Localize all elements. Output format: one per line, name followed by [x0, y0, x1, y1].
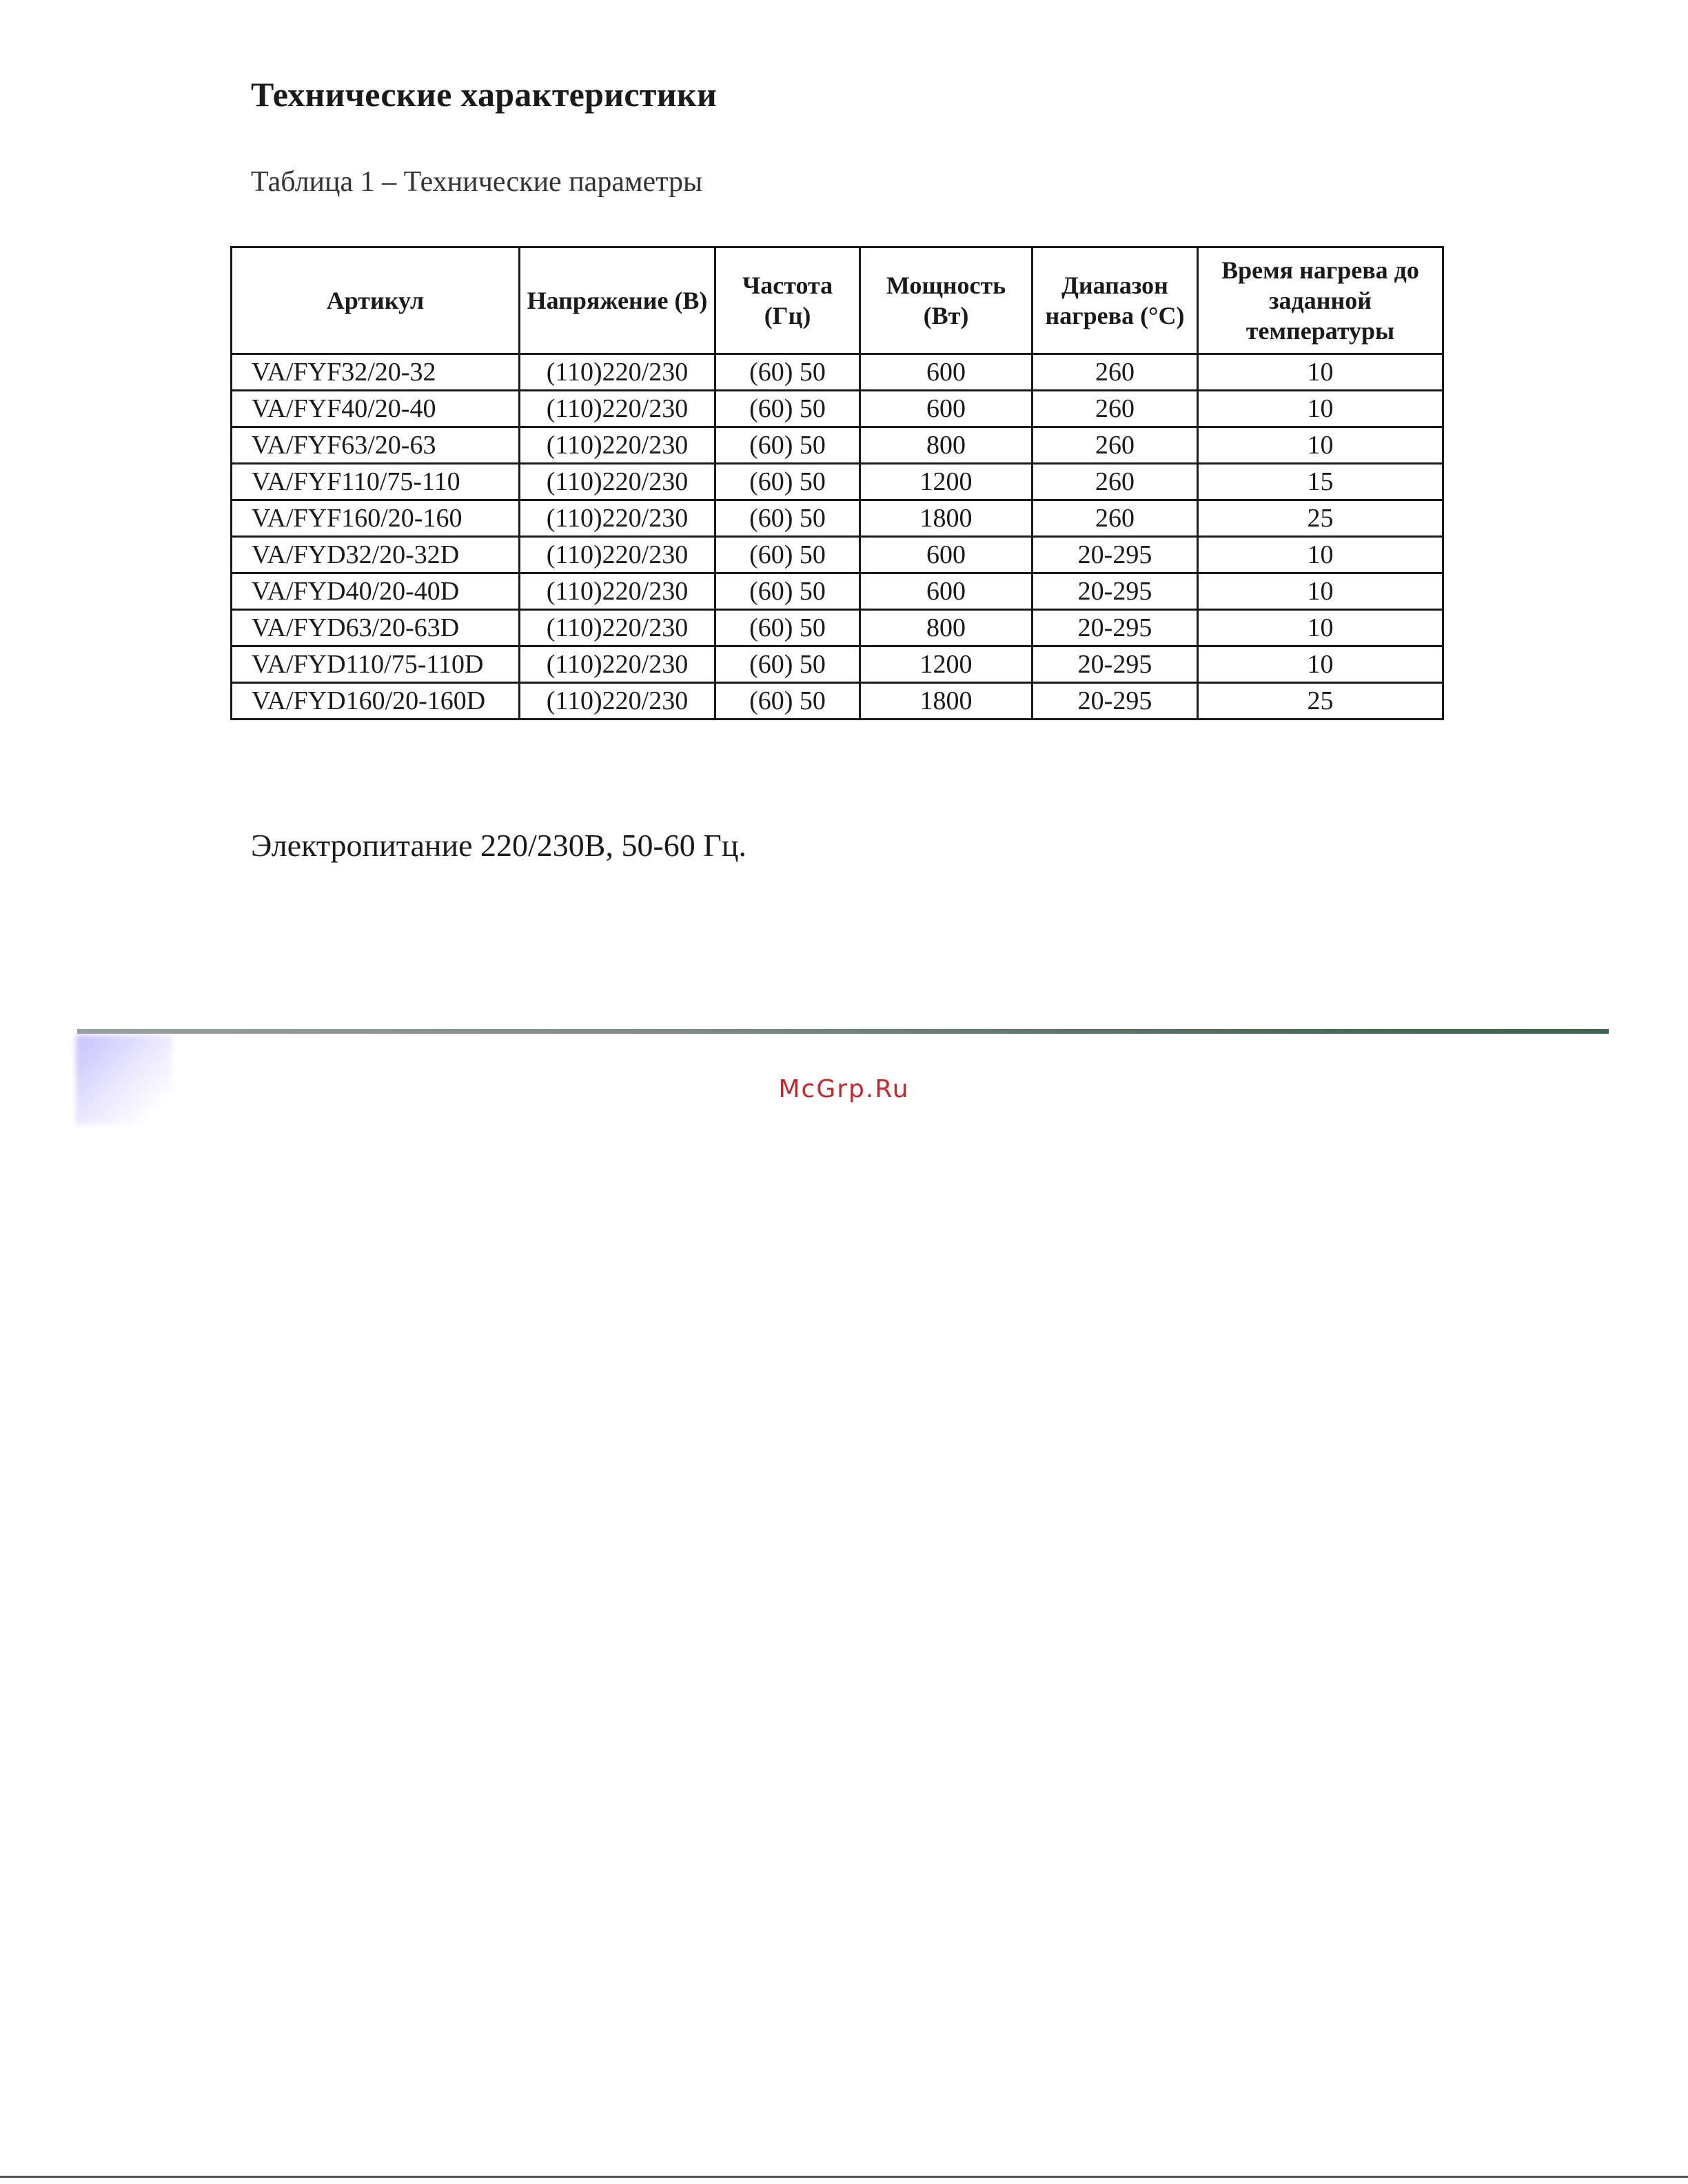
cell-frequency: (60) 50 [715, 683, 860, 720]
cell-time: 10 [1198, 354, 1443, 391]
cell-frequency: (60) 50 [715, 610, 860, 646]
cell-frequency: (60) 50 [715, 354, 860, 391]
cell-frequency: (60) 50 [715, 646, 860, 683]
table-row [232, 610, 1443, 646]
cell-time: 10 [1198, 427, 1443, 464]
table-row [232, 646, 1443, 683]
cell-voltage: (110)220/230 [520, 427, 715, 464]
table-row [232, 537, 1443, 573]
cell-article: VA/FYD40/20-40D [232, 573, 520, 610]
header-voltage: Напряжение (В) [520, 247, 715, 354]
cell-frequency: (60) 50 [715, 391, 860, 427]
cell-time: 10 [1198, 646, 1443, 683]
spec-table [230, 246, 1444, 720]
cell-time: 25 [1198, 683, 1443, 720]
cell-voltage: (110)220/230 [520, 646, 715, 683]
page-bottom-edge [0, 2176, 1688, 2178]
table-row [232, 464, 1443, 500]
cell-time: 10 [1198, 537, 1443, 573]
cell-time: 15 [1198, 464, 1443, 500]
cell-article: VA/FYD32/20-32D [232, 537, 520, 573]
table-row [232, 500, 1443, 537]
cell-time: 10 [1198, 610, 1443, 646]
cell-article: VA/FYF63/20-63 [232, 427, 520, 464]
cell-voltage: (110)220/230 [520, 391, 715, 427]
cell-voltage: (110)220/230 [520, 683, 715, 720]
header-power: Мощность (Вт) [860, 247, 1033, 354]
cell-time: 10 [1198, 573, 1443, 610]
cell-frequency: (60) 50 [715, 427, 860, 464]
cell-power: 600 [860, 573, 1033, 610]
header-range: Диапазон нагрева (°С) [1033, 247, 1198, 354]
table-caption: Таблица 1 – Технические параметры [251, 166, 703, 198]
cell-voltage: (110)220/230 [520, 573, 715, 610]
cell-time: 25 [1198, 500, 1443, 537]
cell-range: 260 [1033, 427, 1198, 464]
cell-power: 1200 [860, 646, 1033, 683]
header-article: Артикул [232, 247, 520, 354]
cell-frequency: (60) 50 [715, 573, 860, 610]
cell-power: 1800 [860, 500, 1033, 537]
cell-range: 20-295 [1033, 683, 1198, 720]
cell-range: 260 [1033, 391, 1198, 427]
table-row [232, 683, 1443, 720]
watermark: McGrp.Ru [778, 1075, 910, 1103]
cell-power: 1200 [860, 464, 1033, 500]
cell-frequency: (60) 50 [715, 500, 860, 537]
cell-power: 1800 [860, 683, 1033, 720]
cell-article: VA/FYD160/20-160D [232, 683, 520, 720]
table-header-row [232, 247, 1443, 354]
cell-article: VA/FYF160/20-160 [232, 500, 520, 537]
cell-voltage: (110)220/230 [520, 610, 715, 646]
cell-article: VA/FYF110/75-110 [232, 464, 520, 500]
footer-rule [77, 1029, 1609, 1034]
cell-power: 600 [860, 391, 1033, 427]
cell-article: VA/FYD63/20-63D [232, 610, 520, 646]
power-supply-note: Электропитание 220/230В, 50-60 Гц. [251, 828, 746, 863]
cell-frequency: (60) 50 [715, 537, 860, 573]
cell-range: 260 [1033, 464, 1198, 500]
table-row [232, 573, 1443, 610]
cell-range: 20-295 [1033, 646, 1198, 683]
cell-power: 800 [860, 427, 1033, 464]
cell-range: 20-295 [1033, 537, 1198, 573]
header-frequency: Частота (Гц) [715, 247, 860, 354]
table-row [232, 391, 1443, 427]
table-row [232, 427, 1443, 464]
cell-voltage: (110)220/230 [520, 354, 715, 391]
spec-table-body [232, 354, 1443, 720]
cell-power: 600 [860, 537, 1033, 573]
cell-range: 20-295 [1033, 573, 1198, 610]
cell-power: 800 [860, 610, 1033, 646]
cell-voltage: (110)220/230 [520, 500, 715, 537]
table-row [232, 354, 1443, 391]
cell-power: 600 [860, 354, 1033, 391]
cell-article: VA/FYD110/75-110D [232, 646, 520, 683]
cell-article: VA/FYF32/20-32 [232, 354, 520, 391]
cell-range: 260 [1033, 500, 1198, 537]
cell-range: 20-295 [1033, 610, 1198, 646]
cell-voltage: (110)220/230 [520, 464, 715, 500]
cell-frequency: (60) 50 [715, 464, 860, 500]
page-title: Технические характеристики [251, 75, 718, 114]
cell-voltage: (110)220/230 [520, 537, 715, 573]
cell-article: VA/FYF40/20-40 [232, 391, 520, 427]
header-time: Время нагрева до заданной температуры [1198, 247, 1443, 354]
cell-time: 10 [1198, 391, 1443, 427]
cell-range: 260 [1033, 354, 1198, 391]
